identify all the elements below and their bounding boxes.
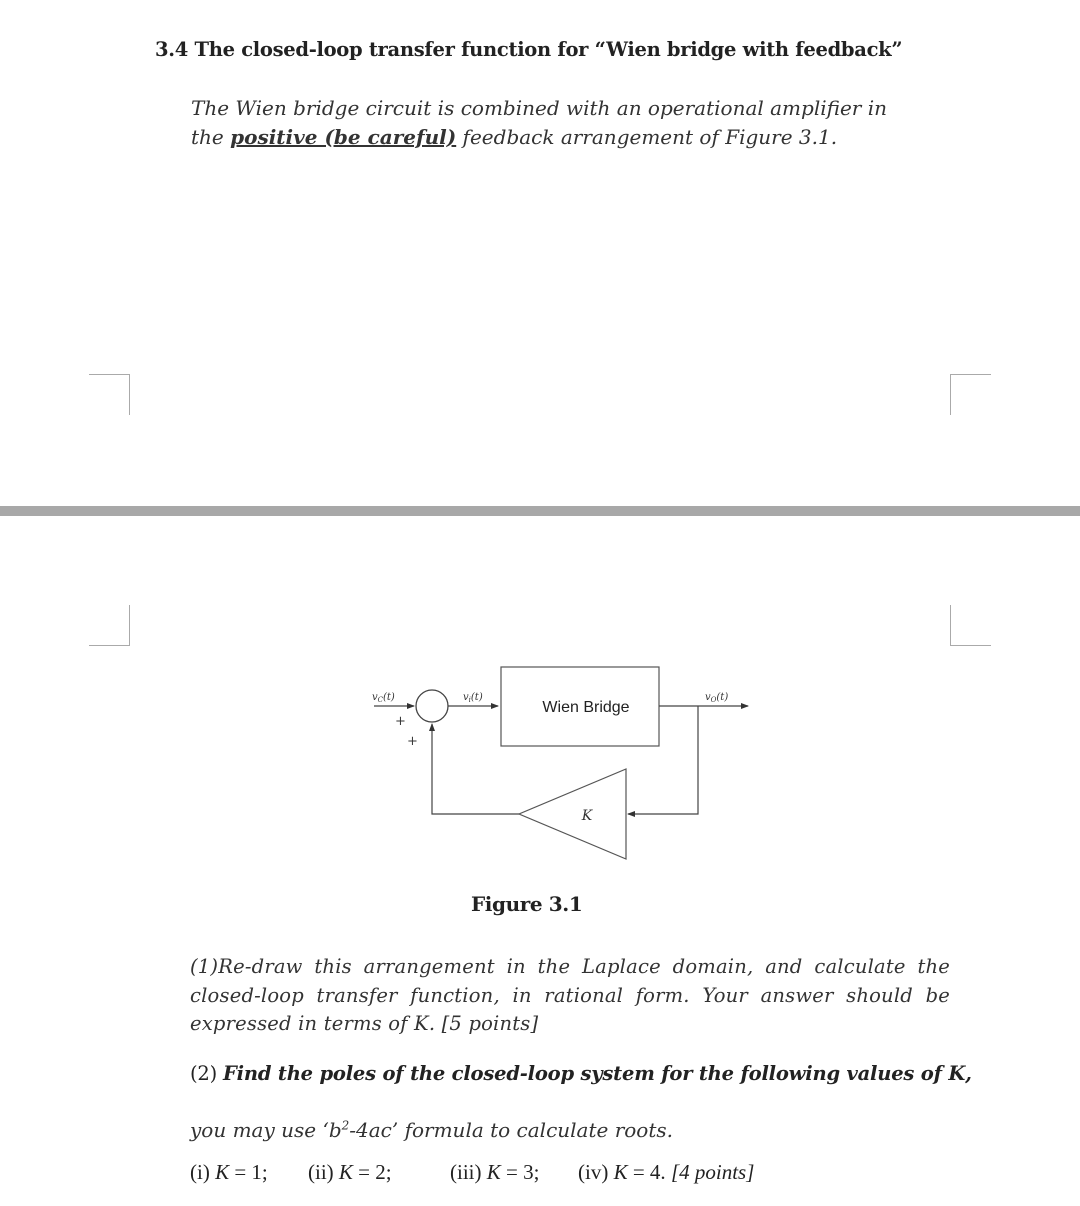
intro-line-1: The Wien bridge circuit is combined with an operational amplifier in (191, 96, 887, 120)
output-signal-label: $v_O(t)$ (705, 692, 729, 704)
hint-post: -4ac’ formula to calculate roots. (349, 1118, 674, 1142)
question-1: (1)Re-draw this arrangement in the Laplace domain, and calculate the closed-loop transfer function, in rational form. Your answer should be expressed in terms of K. [5 points] (190, 955, 950, 1035)
section-heading: 3.4 The closed-loop transfer function for “Wien bridge with feedback” (155, 38, 903, 61)
gain-label: K (581, 808, 593, 824)
input-sign-plus: + (395, 714, 406, 729)
feedback-sign-plus: + (407, 734, 418, 749)
value-ii: (ii) K = 2; (308, 1160, 392, 1184)
value-iii: (iii) K = 3; (450, 1160, 540, 1184)
points-label: [4 points] (670, 1160, 755, 1184)
summing-junction (416, 690, 448, 722)
question-2-text: Find the poles of the closed-loop system for the following values of K, (223, 1062, 972, 1085)
value-iv: (iv) K = 4. [4 points] (578, 1160, 755, 1184)
wien-bridge-label: Wien Bridge (542, 699, 630, 716)
question-2-prefix: (2) (190, 1062, 224, 1085)
input-signal-label: $v_C(t)$ (372, 692, 395, 704)
question-2 (190, 1062, 972, 1085)
value-i: (i) K = 1; (190, 1160, 268, 1184)
figure-caption: Figure 3.1 (471, 892, 583, 916)
intro-emphasis: positive (be careful) (230, 125, 457, 149)
hint-pre: you may use ‘b (190, 1118, 342, 1142)
intro-line-2-pre: the (191, 125, 231, 149)
intro-line-2-post: feedback arrangement of Figure 3.1. (456, 125, 838, 149)
error-signal-label: $v_i(t)$ (463, 692, 483, 704)
gain-triangle (519, 769, 626, 859)
formula-hint (190, 1118, 673, 1142)
hint-sup: 2 (341, 1118, 350, 1133)
